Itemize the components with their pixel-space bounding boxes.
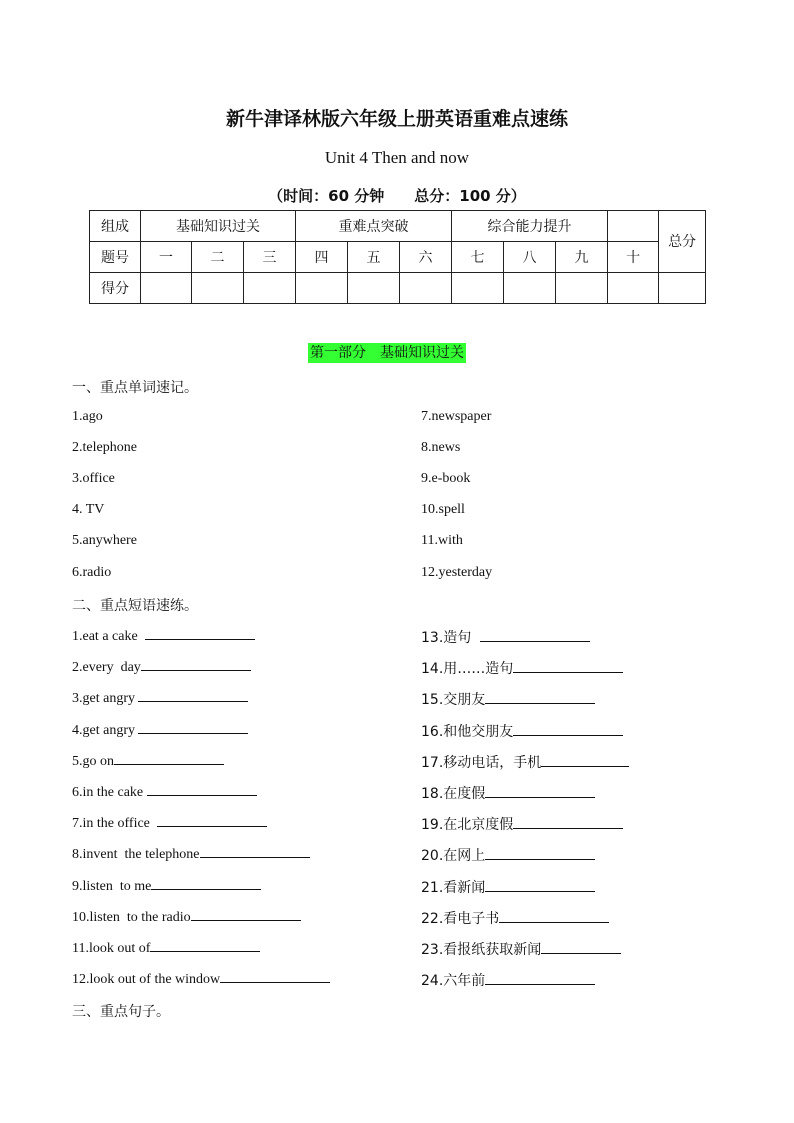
phrase-text: 5.go on bbox=[72, 754, 114, 769]
word-item: 12.yesterday bbox=[421, 565, 493, 580]
phrase-text: 18.在度假 bbox=[421, 786, 486, 802]
phrase-text: 20.在网上 bbox=[421, 848, 486, 864]
phrase-item bbox=[72, 845, 310, 863]
table-cell-number: 三 bbox=[244, 242, 296, 273]
word-item: 1.ago bbox=[72, 409, 103, 424]
answer-blank[interactable] bbox=[485, 879, 595, 892]
phrase-text: 2.every day bbox=[72, 660, 141, 675]
phrase-text: 13.造句 bbox=[421, 630, 481, 646]
score-entry-cell[interactable] bbox=[608, 273, 659, 304]
table-cell-composition: 组成 bbox=[90, 211, 141, 242]
score-entry-cell[interactable] bbox=[141, 273, 192, 304]
phrase-text: 11.look out of bbox=[72, 941, 151, 956]
phrase-text: 9.listen to me bbox=[72, 879, 152, 894]
phrase-text: 23.看报纸获取新闻 bbox=[421, 942, 542, 958]
time-and-score-info: （时间：60 分钟 总分：100 分） bbox=[268, 187, 526, 205]
answer-blank[interactable] bbox=[541, 754, 629, 767]
table-cell-number: 一 bbox=[141, 242, 192, 273]
word-item: 9.e-book bbox=[421, 471, 471, 486]
phrase-item bbox=[421, 752, 629, 772]
phrase-item bbox=[421, 814, 623, 834]
total-score-label: 总分 bbox=[668, 233, 697, 250]
table-cell-question-number-label: 题号 bbox=[90, 242, 141, 273]
word-item: 6.radio bbox=[72, 565, 112, 580]
answer-blank[interactable] bbox=[480, 629, 590, 642]
score-table-score-row bbox=[90, 273, 706, 304]
score-entry-cell[interactable] bbox=[296, 273, 348, 304]
answer-blank[interactable] bbox=[147, 783, 257, 796]
word-item: 2.telephone bbox=[72, 440, 137, 455]
score-entry-cell[interactable] bbox=[244, 273, 296, 304]
word-item: 8.news bbox=[421, 440, 461, 455]
phrase-item bbox=[72, 939, 260, 957]
answer-blank[interactable] bbox=[485, 972, 595, 985]
heading-key-phrases: 二、重点短语速练。 bbox=[72, 598, 198, 614]
answer-blank[interactable] bbox=[485, 691, 595, 704]
answer-blank[interactable] bbox=[513, 723, 623, 736]
answer-blank[interactable] bbox=[141, 658, 251, 671]
phrase-text: 17.移动电话，手机 bbox=[421, 755, 542, 771]
answer-blank[interactable] bbox=[145, 627, 255, 640]
score-table-header-row bbox=[90, 211, 706, 242]
phrase-text: 12.look out of the window bbox=[72, 972, 221, 987]
phrase-item bbox=[72, 877, 261, 895]
phrase-text: 16.和他交朋友 bbox=[421, 724, 514, 740]
phrase-text: 3.get angry bbox=[72, 691, 139, 706]
phrase-text: 19.在北京度假 bbox=[421, 817, 514, 833]
answer-blank[interactable] bbox=[114, 752, 224, 765]
phrase-text: 14.用……造句 bbox=[421, 661, 514, 677]
answer-blank[interactable] bbox=[200, 845, 310, 858]
score-entry-cell[interactable] bbox=[556, 273, 608, 304]
phrase-item bbox=[72, 689, 248, 707]
score-table-number-row bbox=[90, 242, 706, 273]
phrase-item bbox=[421, 970, 595, 990]
answer-blank[interactable] bbox=[138, 689, 248, 702]
phrase-item bbox=[72, 814, 267, 832]
phrase-text: 4.get angry bbox=[72, 723, 139, 738]
phrase-item bbox=[72, 658, 251, 676]
section-banner: 第一部分 基础知识过关 bbox=[310, 345, 464, 361]
answer-blank[interactable] bbox=[485, 847, 595, 860]
table-cell-number: 二 bbox=[192, 242, 244, 273]
phrase-item bbox=[421, 658, 623, 678]
phrase-item bbox=[421, 877, 595, 897]
score-entry-cell[interactable] bbox=[348, 273, 400, 304]
phrase-item bbox=[72, 627, 255, 645]
answer-blank[interactable] bbox=[485, 785, 595, 798]
phrase-text: 8.invent the telephone bbox=[72, 847, 200, 862]
table-cell-number: 八 bbox=[504, 242, 556, 273]
table-cell-number: 六 bbox=[400, 242, 452, 273]
document-title: 新牛津译林版六年级上册英语重难点速练 bbox=[225, 108, 568, 130]
table-cell-comprehensive-ability: 综合能力提升 bbox=[452, 211, 608, 242]
phrase-item bbox=[421, 845, 595, 865]
table-cell-number: 七 bbox=[452, 242, 504, 273]
phrase-text: 6.in the cake bbox=[72, 785, 147, 800]
word-item: 3.office bbox=[72, 471, 115, 486]
answer-blank[interactable] bbox=[513, 816, 623, 829]
table-cell-number: 十 bbox=[608, 242, 659, 273]
score-entry-cell[interactable] bbox=[192, 273, 244, 304]
phrase-item bbox=[421, 939, 621, 959]
score-entry-cell-total[interactable] bbox=[659, 273, 706, 304]
score-entry-cell[interactable] bbox=[504, 273, 556, 304]
score-table bbox=[89, 210, 706, 304]
answer-blank[interactable] bbox=[151, 877, 261, 890]
table-cell-score-label: 得分 bbox=[90, 273, 141, 304]
phrase-text: 7.in the office bbox=[72, 816, 157, 831]
unit-subtitle: Unit 4 Then and now bbox=[324, 148, 470, 167]
word-item: 10.spell bbox=[421, 502, 465, 517]
phrase-text: 15.交朋友 bbox=[421, 692, 486, 708]
answer-blank[interactable] bbox=[150, 939, 260, 952]
answer-blank[interactable] bbox=[157, 814, 267, 827]
word-item: 5.anywhere bbox=[72, 533, 137, 548]
table-cell-total bbox=[659, 211, 706, 273]
phrase-item bbox=[72, 721, 248, 739]
table-cell-number: 四 bbox=[296, 242, 348, 273]
phrase-item bbox=[421, 908, 609, 928]
answer-blank[interactable] bbox=[541, 941, 621, 954]
table-cell-number: 五 bbox=[348, 242, 400, 273]
phrase-item bbox=[421, 783, 595, 803]
table-cell-number: 九 bbox=[556, 242, 608, 273]
phrase-text: 21.看新闻 bbox=[421, 880, 486, 896]
phrase-text: 10.listen to the radio bbox=[72, 910, 191, 925]
phrase-item bbox=[72, 752, 224, 770]
answer-blank[interactable] bbox=[513, 660, 623, 673]
phrase-item bbox=[421, 627, 590, 647]
table-cell-key-difficulties: 重难点突破 bbox=[296, 211, 452, 242]
phrase-item bbox=[421, 721, 623, 741]
score-entry-cell[interactable] bbox=[452, 273, 504, 304]
phrase-item bbox=[72, 783, 257, 801]
phrase-item bbox=[72, 908, 301, 926]
word-item: 11.with bbox=[421, 533, 463, 548]
answer-blank[interactable] bbox=[138, 721, 248, 734]
score-entry-cell[interactable] bbox=[400, 273, 452, 304]
phrase-item bbox=[72, 970, 330, 988]
phrase-text: 22.看电子书 bbox=[421, 911, 500, 927]
table-cell-spacer bbox=[608, 211, 659, 242]
phrase-text: 1.eat a cake bbox=[72, 629, 145, 644]
answer-blank[interactable] bbox=[499, 910, 609, 923]
table-cell-basic-knowledge: 基础知识过关 bbox=[141, 211, 296, 242]
phrase-text: 24.六年前 bbox=[421, 973, 486, 989]
answer-blank[interactable] bbox=[220, 970, 330, 983]
phrase-item bbox=[421, 689, 595, 709]
word-item: 4. TV bbox=[72, 502, 105, 517]
answer-blank[interactable] bbox=[191, 908, 301, 921]
word-item: 7.newspaper bbox=[421, 409, 492, 424]
heading-key-words: 一、重点单词速记。 bbox=[72, 380, 198, 396]
heading-key-sentences: 三、重点句子。 bbox=[72, 1004, 170, 1020]
